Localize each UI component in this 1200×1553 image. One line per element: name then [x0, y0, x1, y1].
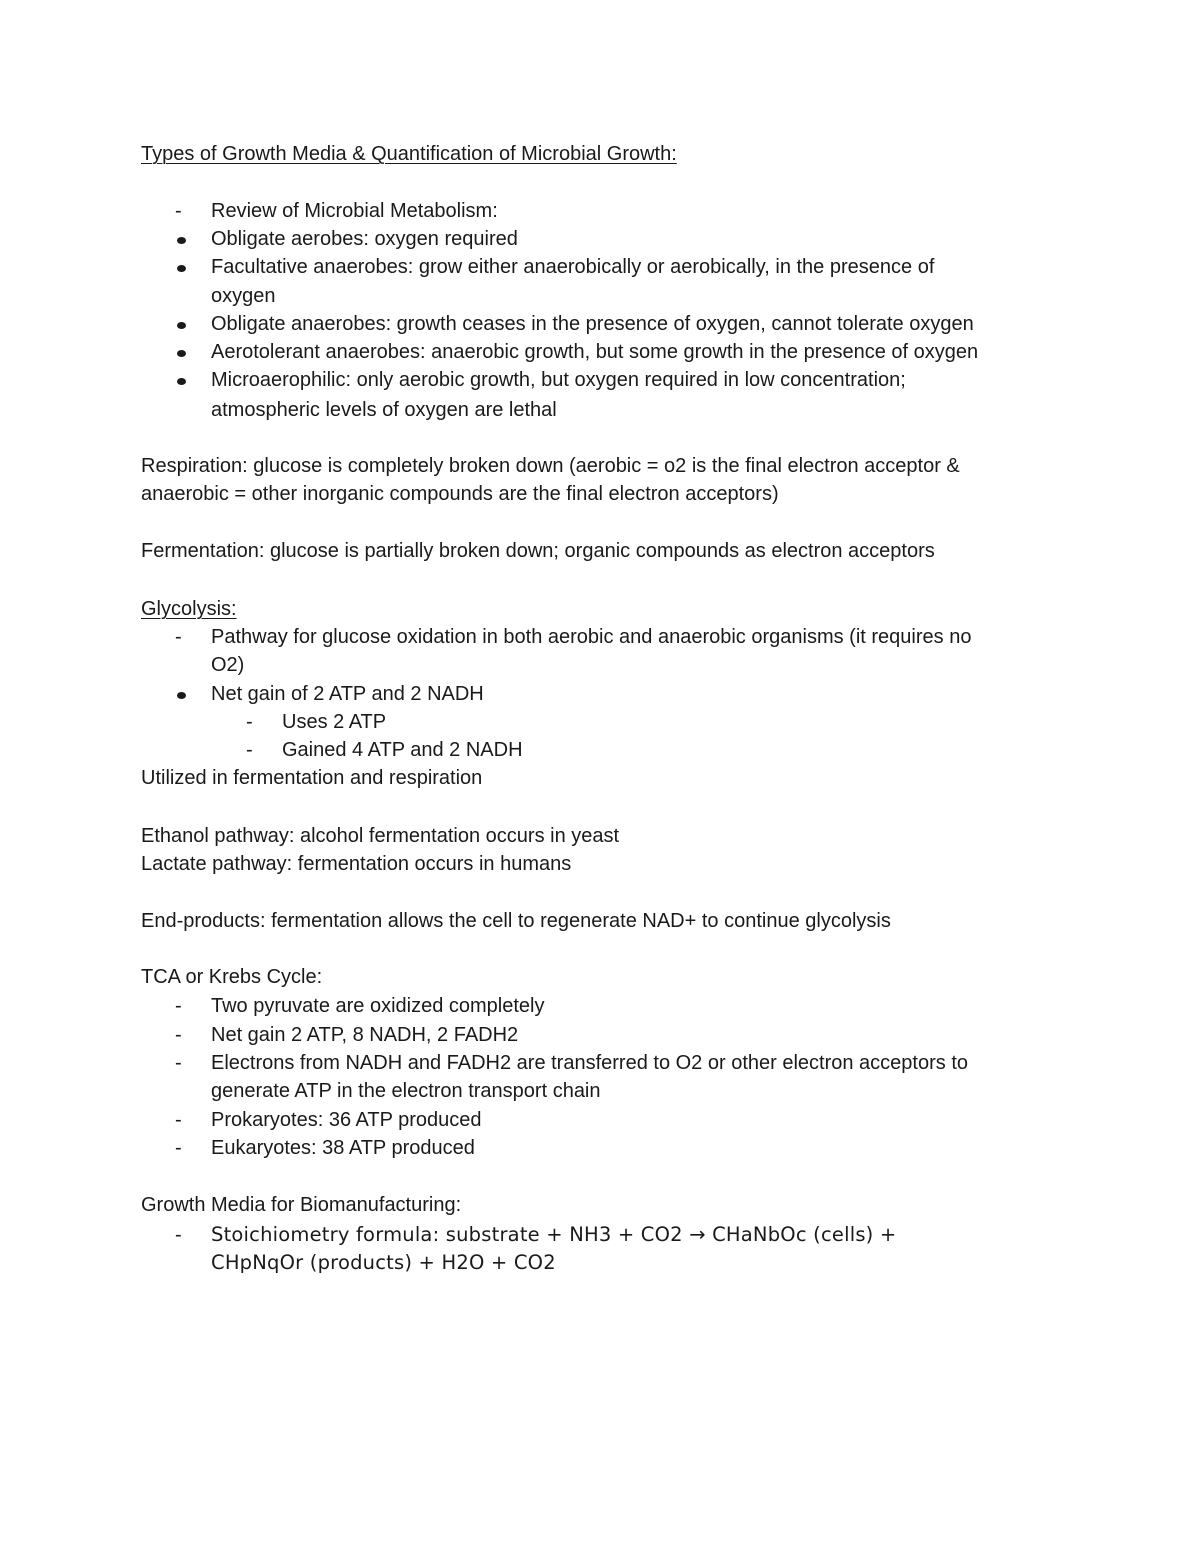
- list-item: Two pyruvate are oxidized completely: [211, 995, 545, 1017]
- list-item: Obligate aerobes: oxygen required: [211, 228, 518, 250]
- list-item-continuation: generate ATP in the electron transport chain: [211, 1080, 601, 1102]
- list-item: Net gain of 2 ATP and 2 NADH: [211, 683, 484, 705]
- document-title: Types of Growth Media & Quantification of Microbial Growth:: [141, 143, 677, 165]
- metabolism-intro: Review of Microbial Metabolism:: [211, 200, 498, 222]
- bullet-icon: [177, 378, 186, 385]
- dash-marker: -: [175, 626, 182, 648]
- list-item: Microaerophilic: only aerobic growth, but oxygen required in low concentration;: [211, 369, 906, 391]
- ethanol-pathway: Ethanol pathway: alcohol fermentation occurs in yeast: [141, 825, 620, 847]
- sub-list-item: Uses 2 ATP: [282, 711, 387, 733]
- list-item: Prokaryotes: 36 ATP produced: [211, 1109, 482, 1131]
- list-item-continuation: O2): [211, 654, 245, 676]
- dash-marker: -: [175, 1024, 182, 1046]
- list-item: Aerotolerant anaerobes: anaerobic growth, but some growth in the presence of oxygen: [211, 341, 979, 363]
- dash-marker: -: [175, 1137, 182, 1159]
- biomanufacturing-heading: Growth Media for Biomanufacturing:: [141, 1194, 462, 1216]
- glycolysis-heading: Glycolysis:: [141, 598, 237, 620]
- stoichiometry-formula-continuation: CHpNqOr (products) + H2O + CO2: [211, 1251, 556, 1274]
- respiration-line: anaerobic = other inorganic compounds are the final electron acceptors): [141, 483, 779, 505]
- dash-marker: -: [246, 711, 253, 733]
- fermentation-line: Fermentation: glucose is partially broken down; organic compounds as electron acceptors: [141, 540, 935, 562]
- dash-marker: -: [175, 1109, 182, 1131]
- list-item-continuation: oxygen: [211, 285, 276, 307]
- bullet-icon: [177, 350, 186, 357]
- list-item: Net gain 2 ATP, 8 NADH, 2 FADH2: [211, 1024, 519, 1046]
- end-products-line: End-products: fermentation allows the cell to regenerate NAD+ to continue glycolysis: [141, 910, 891, 932]
- list-item: Facultative anaerobes: grow either anaerobically or aerobically, in the presence of: [211, 256, 935, 278]
- list-item: Eukaryotes: 38 ATP produced: [211, 1137, 475, 1159]
- bullet-icon: [177, 322, 186, 329]
- bullet-icon: [177, 692, 186, 699]
- dash-marker: -: [246, 739, 253, 761]
- sub-list-item: Gained 4 ATP and 2 NADH: [282, 739, 523, 761]
- glycolysis-utilized: Utilized in fermentation and respiration: [141, 767, 483, 789]
- list-item-continuation: atmospheric levels of oxygen are lethal: [211, 399, 557, 421]
- bullet-icon: [177, 237, 186, 244]
- lactate-pathway: Lactate pathway: fermentation occurs in humans: [141, 853, 572, 875]
- tca-heading: TCA or Krebs Cycle:: [141, 966, 323, 988]
- dash-marker: -: [175, 1224, 182, 1246]
- bullet-icon: [177, 265, 186, 272]
- stoichiometry-formula: Stoichiometry formula: substrate + NH3 + CO2 → CHaNbOc (cells) +: [211, 1223, 897, 1246]
- dash-marker: -: [175, 200, 182, 222]
- list-item: Pathway for glucose oxidation in both aerobic and anaerobic organisms (it requires no: [211, 626, 972, 648]
- list-item: Obligate anaerobes: growth ceases in the presence of oxygen, cannot tolerate oxygen: [211, 313, 974, 335]
- dash-marker: -: [175, 995, 182, 1017]
- respiration-line: Respiration: glucose is completely broken down (aerobic = o2 is the final electron acceptor &: [141, 455, 960, 477]
- list-item: Electrons from NADH and FADH2 are transferred to O2 or other electron acceptors to: [211, 1052, 968, 1074]
- dash-marker: -: [175, 1052, 182, 1074]
